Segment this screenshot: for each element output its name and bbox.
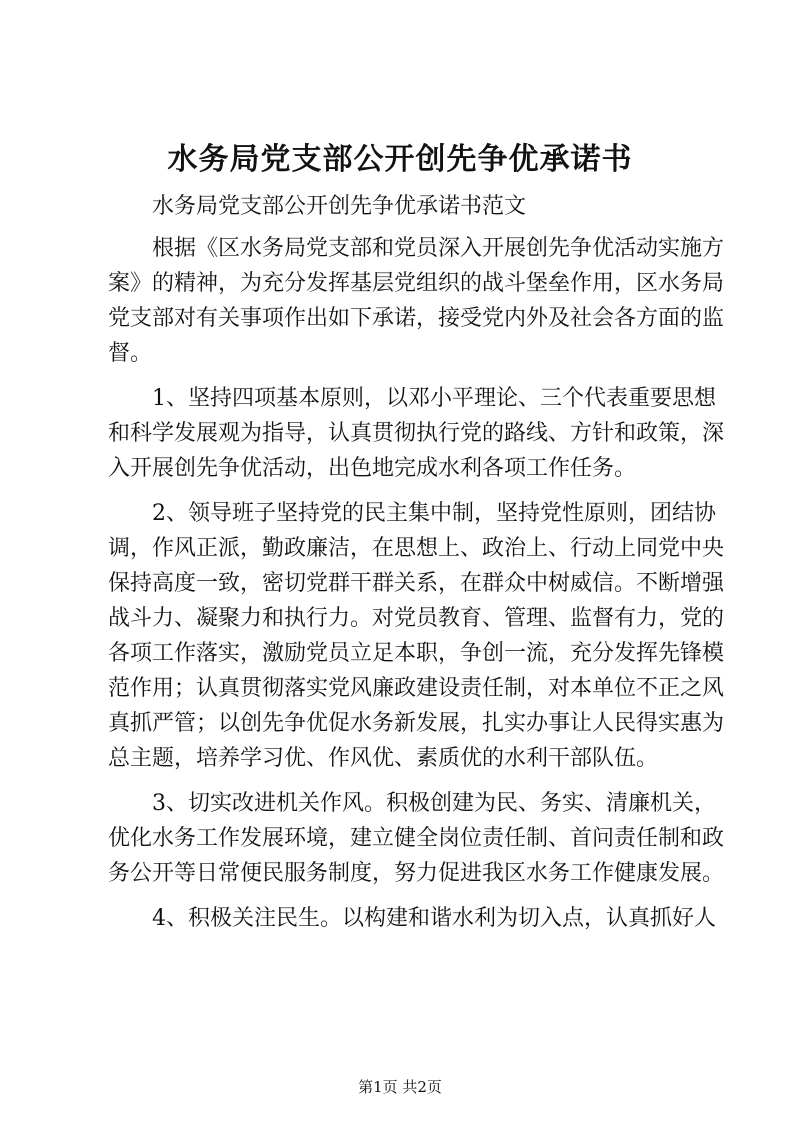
body-line: 2、领导班子坚持党的民主集中制，坚持党性原则，团结协 [152,501,716,526]
body-line: 务公开等日常便民服务制度，努力促进我区水务工作健康发展。 [108,861,725,886]
body-line: 各项工作落实，激励党员立足本职，争创一流，充分发挥先锋模 [108,641,725,666]
body-line: 党支部对有关事项作出如下承诺，接受党内外及社会各方面的监 [108,306,725,331]
body-line: 根据《区水务局党支部和党员深入开展创先争优活动实施方 [152,236,725,261]
subtitle-line: 水务局党支部公开创先争优承诺书范文 [152,194,527,219]
body-line: 真抓严管；以创先争优促水务新发展，扎实办事让人民得实惠为 [108,711,725,736]
body-line: 总主题，培养学习优、作风优、素质优的水利干部队伍。 [108,746,659,771]
body-line: 优化水务工作发展环境，建立健全岗位责任制、首问责任制和政 [108,826,725,851]
body-line: 和科学发展观为指导，认真贯彻执行党的路线、方针和政策，深 [108,421,725,446]
body-line: 保持高度一致，密切党群干群关系，在群众中树威信。不断增强 [108,571,725,596]
body-line: 案》的精神，为充分发挥基层党组织的战斗堡垒作用，区水务局 [108,271,725,296]
body-line: 1、坚持四项基本原则，以邓小平理论、三个代表重要思想 [152,386,716,411]
body-line: 调，作风正派，勤政廉洁，在思想上、政治上、行动上同党中央 [108,536,725,561]
page-title: 水务局党支部公开创先争优承诺书 [167,142,633,177]
body-line: 入开展创先争优活动，出色地完成水利各项工作任务。 [108,456,637,481]
body-line: 4、积极关注民生。以构建和谐水利为切入点，认真抓好人 [152,906,716,931]
body-line: 3、切实改进机关作风。积极创建为民、务实、清廉机关， [152,791,716,816]
body-line: 范作用；认真贯彻落实党风廉政建设责任制，对本单位不正之风 [108,676,725,701]
body-line: 战斗力、凝聚力和执行力。对党员教育、管理、监督有力，党的 [108,606,725,631]
body-line: 督。 [108,341,153,366]
page-number-footer: 第1页 共2页 [358,1078,442,1096]
